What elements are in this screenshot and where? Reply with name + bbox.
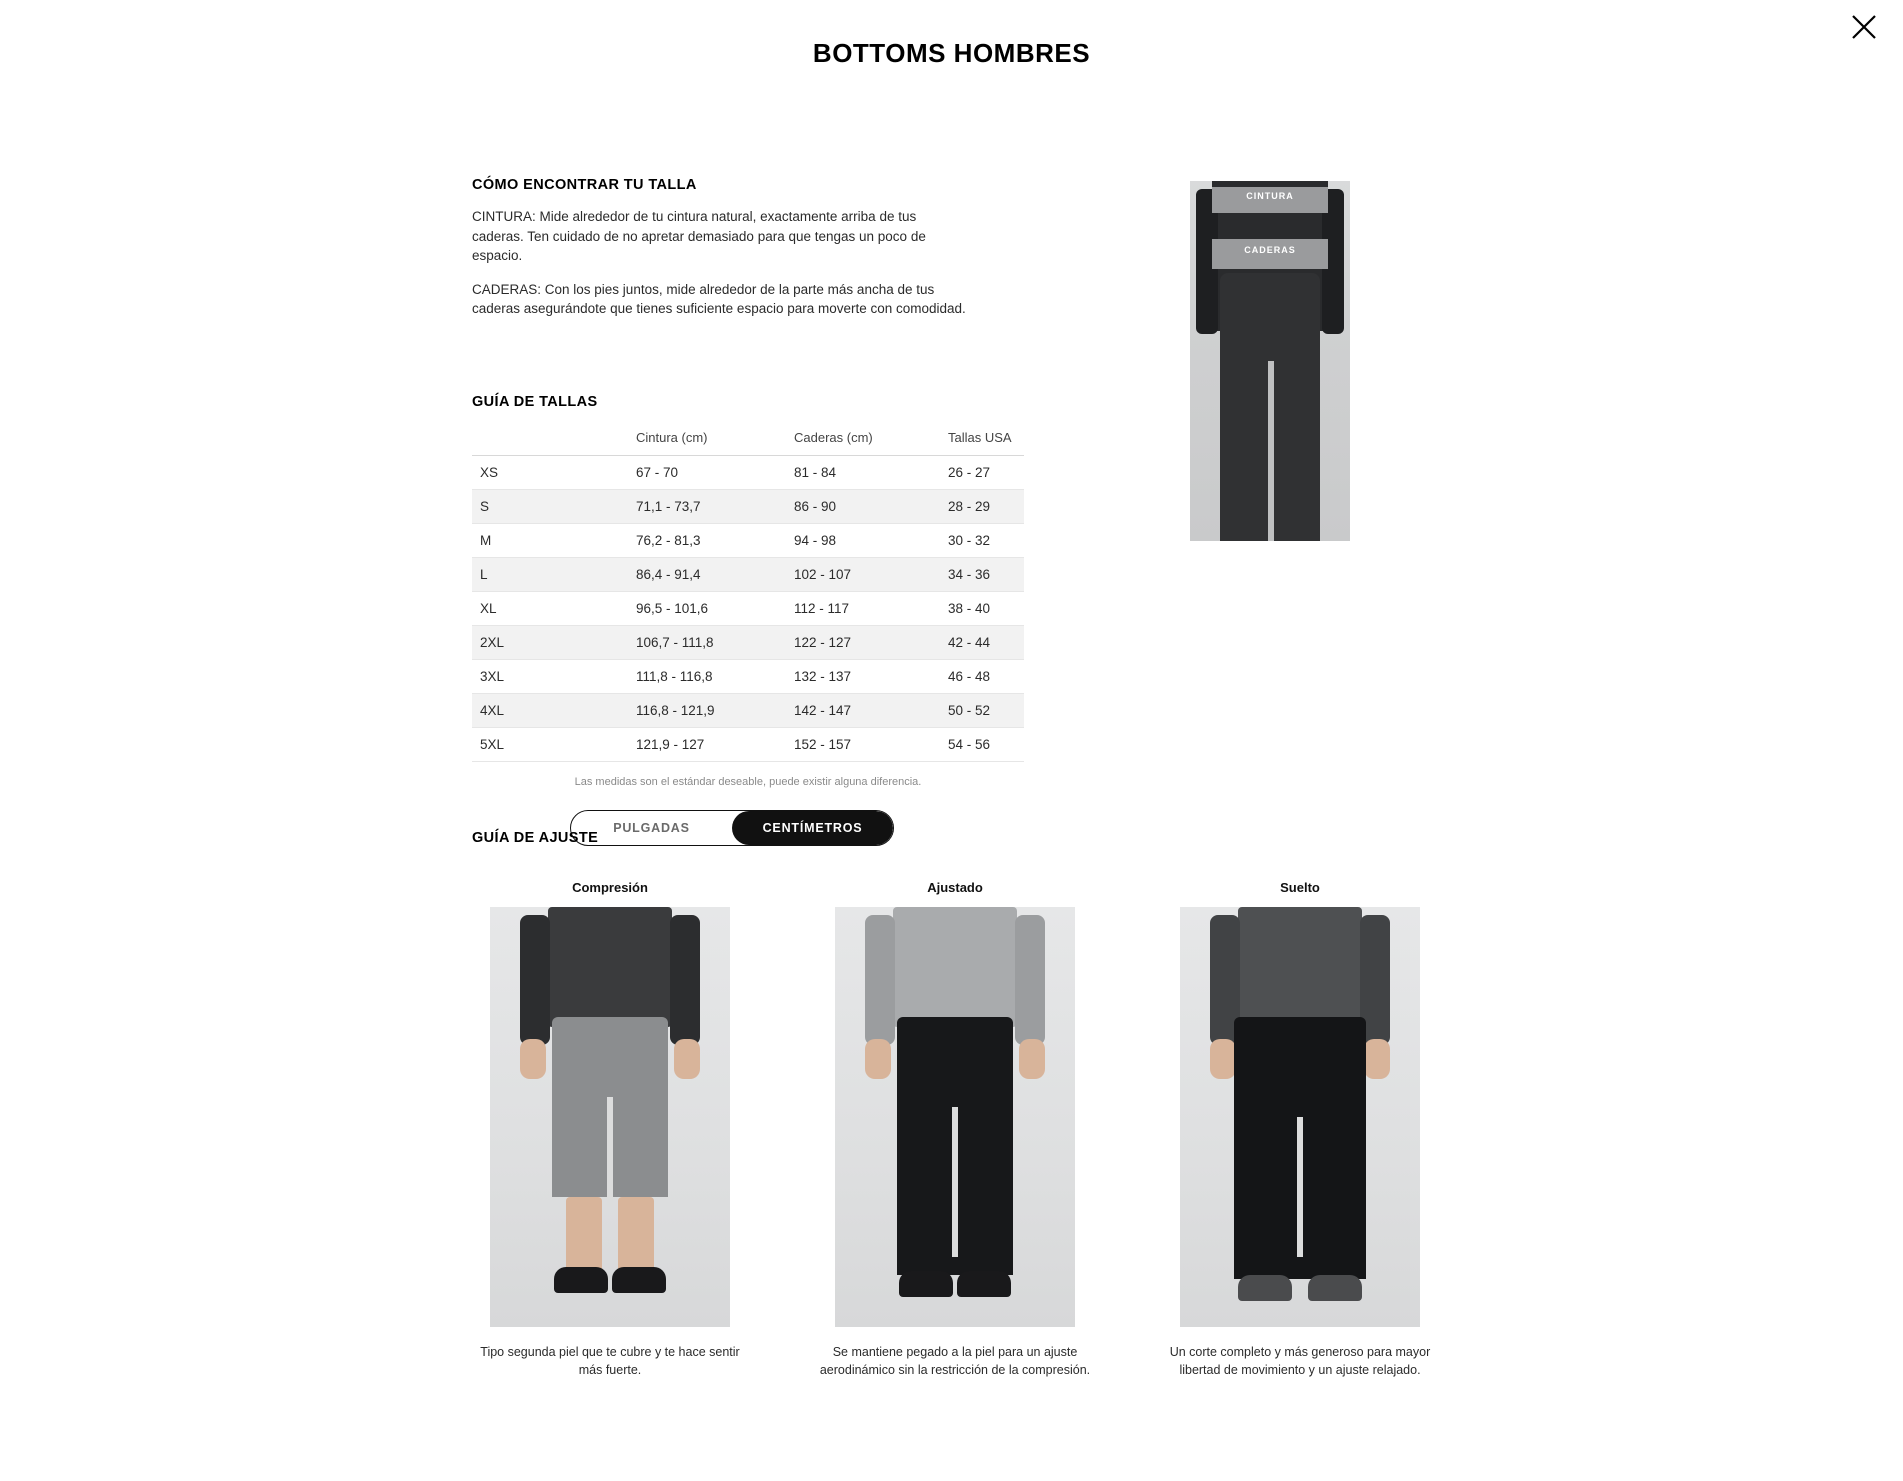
mannequin-arm-right [670, 915, 700, 1045]
cell-hips: 142 - 147 [786, 694, 940, 728]
fit-card-image [1180, 907, 1420, 1327]
cell-usa: 34 - 36 [940, 558, 1024, 592]
mannequin-arm-left [865, 915, 895, 1045]
mannequin-leg-gap [1297, 1117, 1303, 1257]
cell-usa: 28 - 29 [940, 490, 1024, 524]
cell-size: L [472, 558, 628, 592]
cell-waist: 76,2 - 81,3 [628, 524, 786, 558]
mannequin-shoe-right [957, 1271, 1011, 1297]
mannequin-shoe-left [1238, 1275, 1292, 1301]
col-waist: Cintura (cm) [628, 424, 786, 456]
size-guide-section [472, 394, 1052, 846]
mannequin-top [1238, 907, 1362, 1027]
cell-hips: 132 - 137 [786, 660, 940, 694]
table-header-row [472, 424, 1024, 456]
fit-card-fitted [805, 880, 1105, 1379]
cell-hips: 102 - 107 [786, 558, 940, 592]
size-guide-heading: GUÍA DE TALLAS [472, 394, 598, 410]
mannequin-shoe-left [554, 1267, 608, 1293]
hero-leg-gap [1268, 361, 1274, 541]
mannequin-hand-left [1210, 1039, 1236, 1079]
cell-size: S [472, 490, 628, 524]
cell-usa: 54 - 56 [940, 728, 1024, 762]
cell-usa: 38 - 40 [940, 592, 1024, 626]
col-usa: Tallas USA [940, 424, 1024, 456]
fit-card-title: Compresión [572, 880, 648, 895]
table-row [472, 558, 1024, 592]
cell-usa: 50 - 52 [940, 694, 1024, 728]
mannequin-shin-right [618, 1197, 654, 1273]
cell-waist: 111,8 - 116,8 [628, 660, 786, 694]
unit-option-centimeters[interactable]: CENTÍMETROS [732, 811, 893, 845]
fit-guide-section [472, 830, 1072, 860]
cell-hips: 152 - 157 [786, 728, 940, 762]
mannequin-arm-right [1015, 915, 1045, 1045]
hero-product-image [1190, 181, 1350, 541]
cell-waist: 106,7 - 111,8 [628, 626, 786, 660]
table-note: Las medidas son el estándar deseable, puede existir alguna diferencia. [574, 776, 922, 788]
mannequin-top [893, 907, 1017, 1027]
cell-waist: 71,1 - 73,7 [628, 490, 786, 524]
hero-waist-label: CINTURA [1246, 191, 1294, 201]
mannequin-top [548, 907, 672, 1027]
fit-card-loose [1150, 880, 1450, 1379]
cell-size: XS [472, 456, 628, 490]
fit-card-image [490, 907, 730, 1327]
table-row [472, 694, 1024, 728]
cell-usa: 46 - 48 [940, 660, 1024, 694]
fit-card-description: Se mantiene pegado a la piel para un ajuste aerodinámico sin la restricción de la compresión. [819, 1345, 1091, 1378]
col-hips: Caderas (cm) [786, 424, 940, 456]
mannequin-leg-gap [952, 1107, 958, 1257]
cell-waist: 121,9 - 127 [628, 728, 786, 762]
how-to-paragraph-waist: CINTURA: Mide alrededor de tu cintura natural, exactamente arriba de tus caderas. Ten cuidado de no apretar demasiado para que tengas un poco de espacio. [472, 209, 926, 264]
cell-usa: 42 - 44 [940, 626, 1024, 660]
cell-hips: 94 - 98 [786, 524, 940, 558]
mannequin-hand-right [674, 1039, 700, 1079]
fit-guide-cards [460, 880, 1450, 1379]
cell-waist: 86,4 - 91,4 [628, 558, 786, 592]
cell-hips: 122 - 127 [786, 626, 940, 660]
cell-waist: 67 - 70 [628, 456, 786, 490]
how-to-section [472, 177, 1052, 333]
table-row [472, 456, 1024, 490]
cell-size: 3XL [472, 660, 628, 694]
mannequin-shin-left [566, 1197, 602, 1273]
fit-card-description: Un corte completo y más generoso para mayor libertad de movimiento y un ajuste relajado. [1169, 1345, 1431, 1378]
fit-card-description: Tipo segunda piel que te cubre y te hace sentir más fuerte. [480, 1345, 740, 1378]
table-row [472, 490, 1024, 524]
mannequin-shoe-left [899, 1271, 953, 1297]
cell-size: XL [472, 592, 628, 626]
table-row [472, 728, 1024, 762]
how-to-heading: CÓMO ENCONTRAR TU TALLA [472, 177, 697, 193]
mannequin-leg-gap [607, 1097, 613, 1207]
cell-waist: 116,8 - 121,9 [628, 694, 786, 728]
fit-card-title: Ajustado [927, 880, 983, 895]
hero-photo-background [1190, 181, 1350, 541]
cell-waist: 96,5 - 101,6 [628, 592, 786, 626]
unit-option-inches[interactable]: PULGADAS [613, 821, 690, 835]
mannequin-hand-left [865, 1039, 891, 1079]
cell-hips: 112 - 117 [786, 592, 940, 626]
cell-size: 4XL [472, 694, 628, 728]
fit-card-title: Suelto [1280, 880, 1320, 895]
mannequin-shoe-right [1308, 1275, 1362, 1301]
page-title: BOTTOMS HOMBRES [812, 38, 1091, 68]
cell-size: 5XL [472, 728, 628, 762]
mannequin-arm-left [520, 915, 550, 1045]
cell-usa: 26 - 27 [940, 456, 1024, 490]
cell-hips: 86 - 90 [786, 490, 940, 524]
fit-card-compression [460, 880, 760, 1379]
cell-size: 2XL [472, 626, 628, 660]
mannequin-hand-right [1364, 1039, 1390, 1079]
table-row [472, 592, 1024, 626]
mannequin-hand-right [1019, 1039, 1045, 1079]
fit-guide-heading: GUÍA DE AJUSTE [472, 830, 599, 846]
mannequin-shoe-right [612, 1267, 666, 1293]
cell-size: M [472, 524, 628, 558]
fit-card-image [835, 907, 1075, 1327]
cell-hips: 81 - 84 [786, 456, 940, 490]
size-guide-table [472, 424, 1024, 762]
table-row [472, 524, 1024, 558]
cell-usa: 30 - 32 [940, 524, 1024, 558]
table-row [472, 626, 1024, 660]
hero-hips-label: CADERAS [1244, 245, 1296, 255]
how-to-paragraph-hips: CADERAS: Con los pies juntos, mide alrededor de la parte más ancha de tus caderas asegurándote que tienes suficiente espacio para moverte con comodidad. [472, 281, 966, 317]
col-size [472, 424, 628, 456]
table-row [472, 660, 1024, 694]
mannequin-hand-left [520, 1039, 546, 1079]
